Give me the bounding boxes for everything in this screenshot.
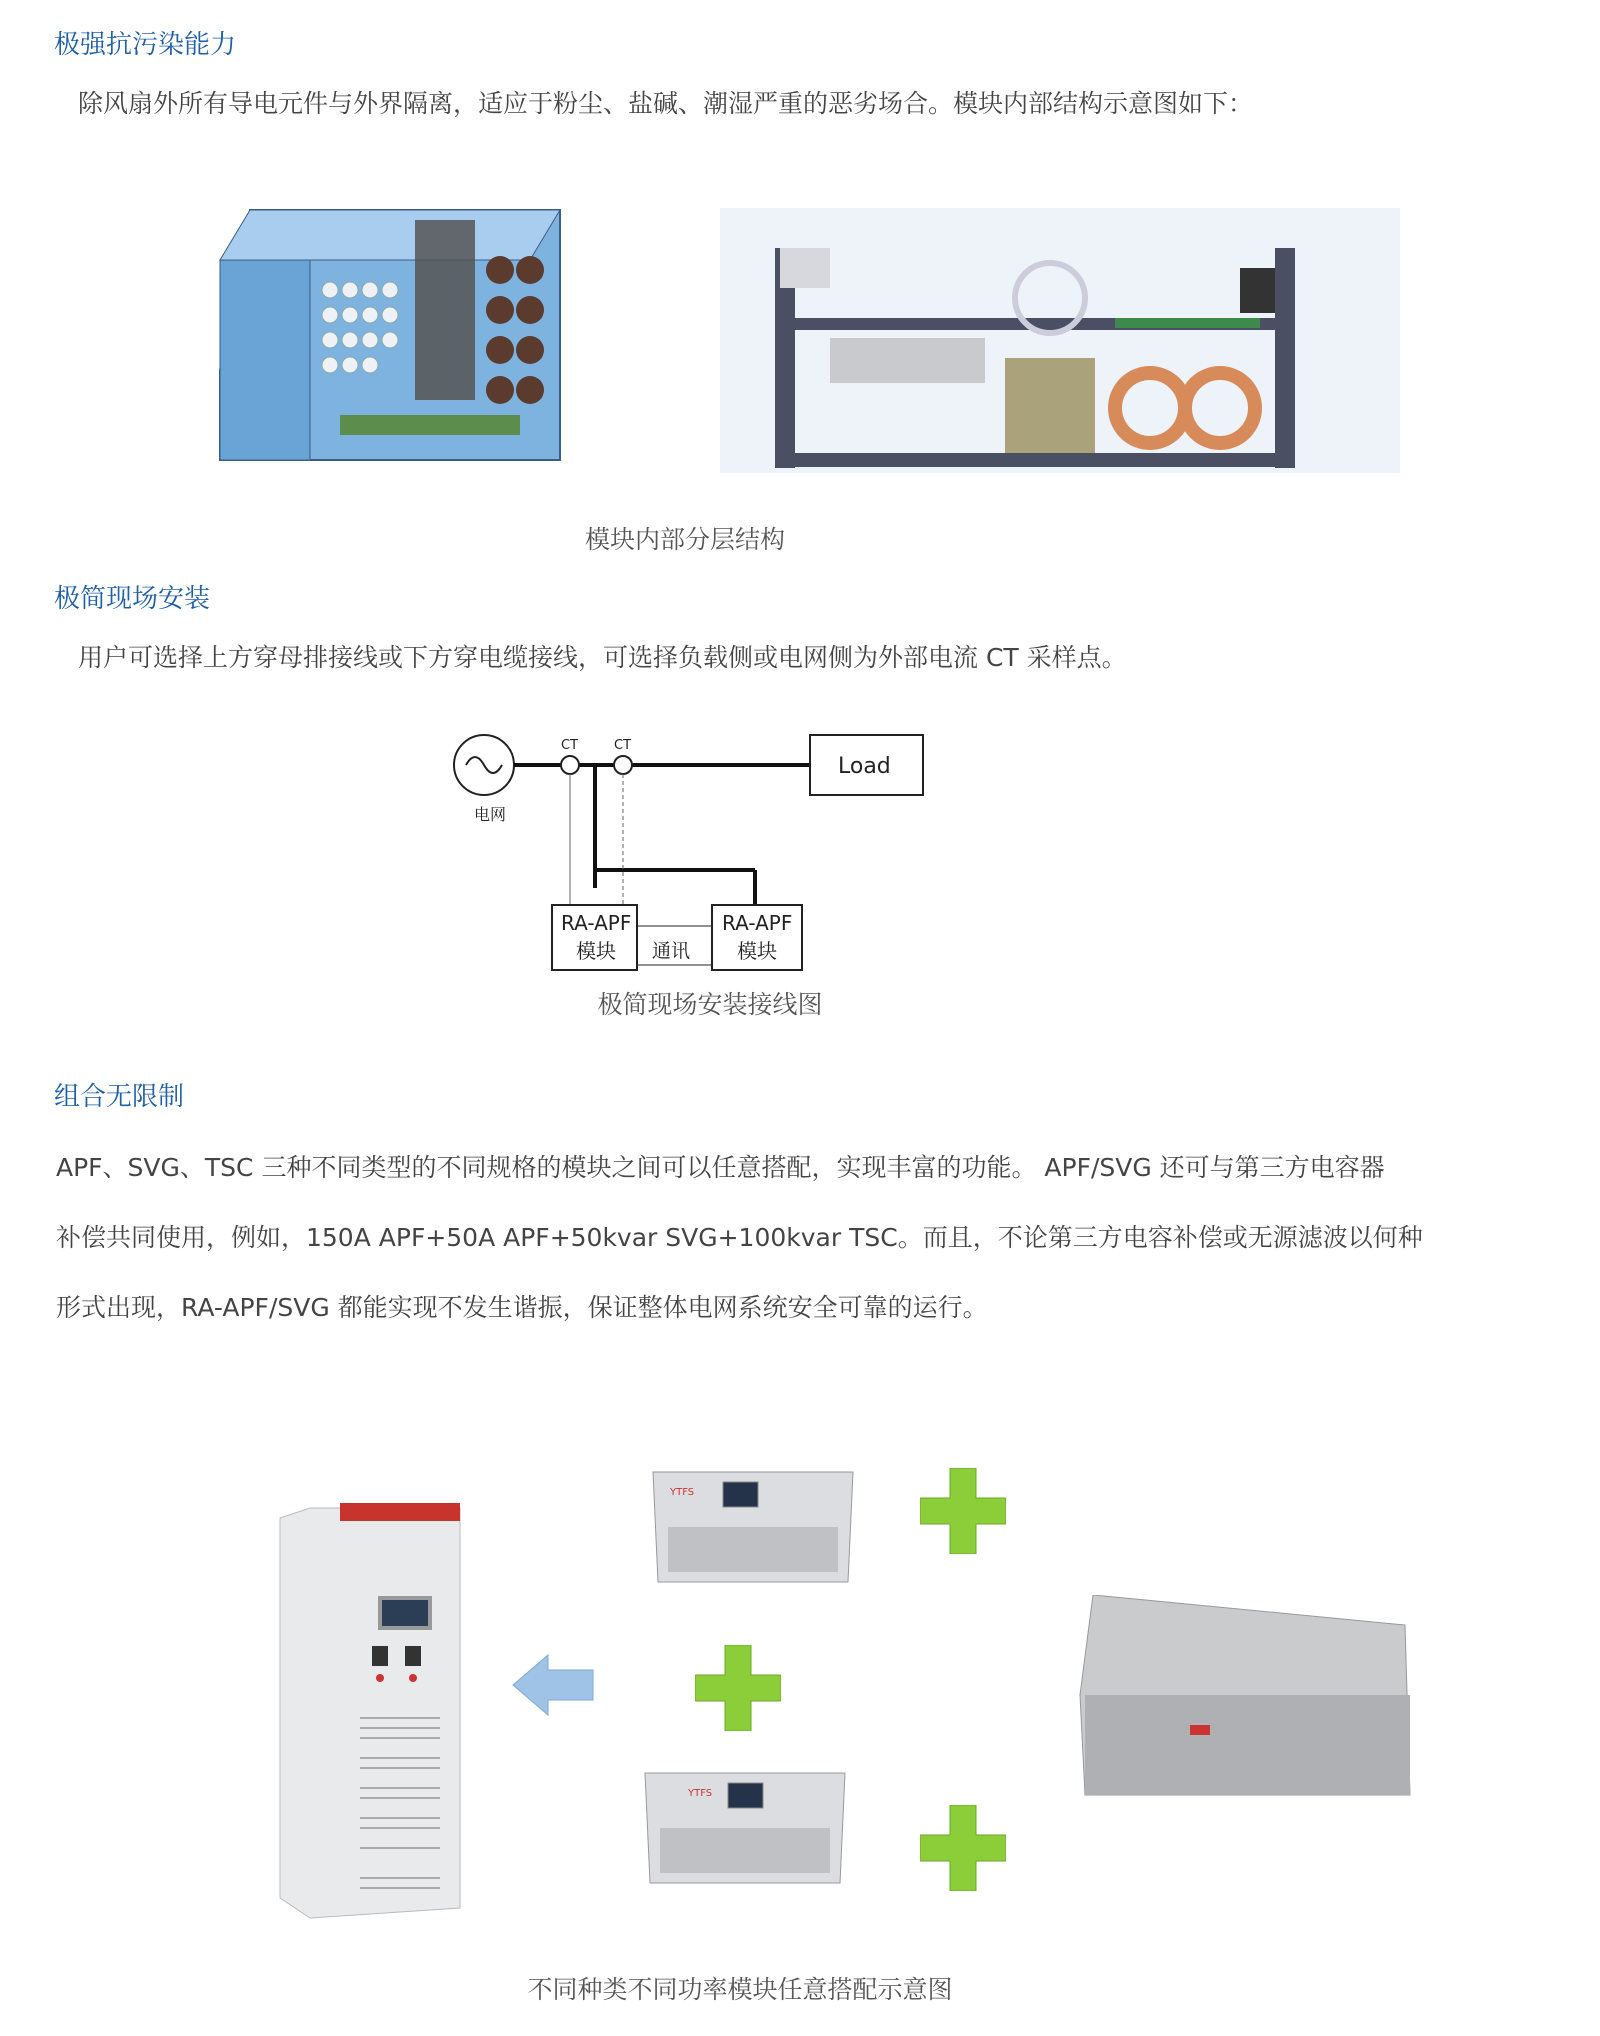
plus-icon-3 <box>920 1805 1006 1891</box>
section-heading-combination: 组合无限制 <box>54 1082 185 1112</box>
caption-combination: 不同种类不同功率模块任意搭配示意图 <box>527 1975 953 2004</box>
grid-label: 电网 <box>474 805 507 824</box>
load-label: Load <box>838 754 891 779</box>
plus-icon-2 <box>695 1645 781 1731</box>
third-party-unit <box>1075 1595 1415 1815</box>
cabinet-illustration <box>270 1488 470 1928</box>
section-paragraph-line2: 补偿共同使用，例如，150A APF+50A APF+50kvar SVG+100kvar TSC。而且，不论第三方电容补偿或无源滤波以何种 <box>56 1223 1423 1252</box>
arrow-left-icon <box>508 1650 598 1720</box>
wiring-diagram <box>440 720 960 980</box>
module-layer-illustration <box>720 208 1400 473</box>
brand-text-top: YTFS <box>670 1487 695 1498</box>
caption-wiring: 极简现场安装接线图 <box>597 990 823 1019</box>
module2-label-line2: 模块 <box>737 939 777 963</box>
module1-label-line1: RA-APF <box>561 911 632 935</box>
section-paragraph-line1: APF、SVG、TSC 三种不同类型的不同规格的模块之间可以任意搭配，实现丰富的功能。 APF/SVG 还可与第三方电容器 <box>56 1153 1385 1182</box>
module-unit-top <box>648 1467 858 1587</box>
section-paragraph-pollution: 除风扇外所有导电元件与外界隔离，适应于粉尘、盐碱、潮湿严重的恶劣场合。模块内部结构示意图如下： <box>78 89 1254 118</box>
section-heading-pollution: 极强抗污染能力 <box>54 30 237 60</box>
ct1-icon <box>561 756 579 774</box>
caption-layer-structure: 模块内部分层结构 <box>584 525 785 554</box>
section-paragraph-installation: 用户可选择上方穿母排接线或下方穿电缆接线，可选择负载侧或电网侧为外部电流 CT 采样点。 <box>78 643 1127 672</box>
section-heading-installation: 极简现场安装 <box>54 584 211 614</box>
module-3d-illustration <box>200 200 580 470</box>
ct2-label: CT <box>614 738 632 753</box>
brand-text-bottom: YTFS <box>688 1788 713 1799</box>
plus-icon-1 <box>920 1468 1006 1554</box>
module2-label-line1: RA-APF <box>722 911 793 935</box>
ct1-label: CT <box>561 738 579 753</box>
module-unit-bottom <box>640 1768 850 1888</box>
module1-label-line2: 模块 <box>576 939 616 963</box>
ct2-icon <box>614 756 632 774</box>
section-paragraph-line3: 形式出现，RA-APF/SVG 都能实现不发生谐振，保证整体电网系统安全可靠的运行。 <box>56 1293 988 1322</box>
comm-label: 通讯 <box>652 940 691 962</box>
